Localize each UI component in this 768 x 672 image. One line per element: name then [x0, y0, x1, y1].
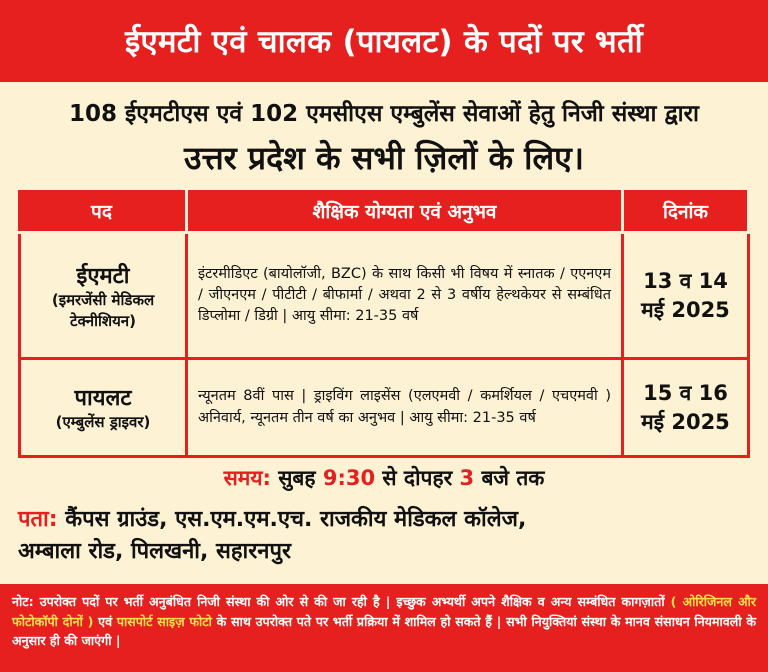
note-banner — [0, 584, 768, 672]
qualification-text: न्यूनतम 8वीं पास | ड्राइविंग लाइसेंस (एलएमवी / कमर्शियल / एचएमवी ) अनिवार्य, न्यूनतम तीन वर्ष का अनुभव | आयु सीमा: 21-35 वर्ष — [198, 388, 611, 426]
note-text: के साथ उपरोक्त पते पर भर्ती प्रक्रिया में शामिल हो सकते हैं | सभी नियुक्तियां संस्था के मानव संसाधन नियमावली के अनुसार ही की जाएंगी | — [12, 613, 756, 649]
post-name: ईएमटी — [76, 264, 130, 290]
intro-section — [0, 84, 768, 188]
timing-end: 3 — [459, 466, 475, 490]
address-text: कैंपस ग्राउंड, एस.एम.एम.एच. राजकीय मेडिकल कॉलेज, — [65, 507, 527, 532]
note-text: एवं — [98, 613, 113, 629]
timing-text: से दोपहर — [382, 466, 453, 490]
post-subtitle: (इमरजेंसी मेडिकल — [51, 291, 155, 310]
post-subtitle: टेक्नीशियन) — [70, 311, 136, 330]
timing-start: 9:30 — [322, 466, 376, 490]
timing-label: समय: — [223, 466, 271, 490]
row-emt-post — [18, 234, 188, 360]
date-line: 15 व 16 — [643, 381, 728, 406]
timing-line — [0, 464, 768, 492]
timing-text: बजे तक — [481, 466, 545, 490]
header-post: पद — [18, 190, 188, 234]
intro-subtitle: 108 ईएमटीएस एवं 102 एमसीएस एम्बुलेंस सेवाओं हेतु निजी संस्था द्वारा — [69, 101, 699, 127]
row-pilot-post — [18, 360, 188, 458]
post-subtitle: (एम्बुलेंस ड्राइवर) — [55, 413, 151, 432]
posts-table — [18, 190, 750, 458]
header-qualification: शैक्षिक योग्यता एवं अनुभव — [188, 190, 624, 234]
timing-text: सुबह — [278, 466, 316, 490]
page-title: ईएमटी एवं चालक (पायलट) के पदों पर भर्ती — [125, 24, 643, 60]
address-label: पता: — [18, 507, 58, 532]
qualification-text: इंटरमीडिएट (बायोलॉजी, BZC) के साथ किसी भी विषय में स्नातक / एएनएम / जीएनएम / पीटीटी / बीफार्मा / अथवा 2 से 3 वर्षीय हेल्थकेयर से सम्बंधित डिप्लोमा / डिग्री | आयु सीमा: 21-35 वर्ष — [198, 265, 611, 324]
address-line-2: अम्बाला रोड, पिलखनी, सहारनपुर — [18, 538, 291, 564]
address-block — [18, 504, 758, 568]
note-text: नोट: उपरोक्त पदों पर भर्ती अनुबंधित निजी संस्था की ओर से की जा रही है | इच्छुक अभ्यर्थी अपने शैक्षिक व अन्य सम्बंधित कागज़ातों — [12, 594, 665, 609]
date-line: मई 2025 — [641, 409, 730, 434]
row-emt-qualification — [188, 234, 624, 360]
row-pilot-date — [624, 360, 750, 458]
row-emt-date — [624, 234, 750, 360]
header-banner — [0, 0, 768, 82]
note-highlight: ( ओरिजिनल और फोटोकॉपी दोनों ) — [12, 594, 756, 629]
date-line: मई 2025 — [641, 297, 730, 322]
header-date: दिनांक — [624, 190, 750, 234]
intro-headline: उत्तर प्रदेश के सभी ज़िलों के लिए। — [184, 139, 584, 177]
row-pilot-qualification — [188, 360, 624, 458]
address-line-1 — [18, 504, 758, 536]
post-name: पायलट — [74, 386, 132, 412]
date-line: 13 व 14 — [643, 269, 728, 294]
note-highlight: पासपोर्ट साइज़ फोटो — [116, 613, 212, 629]
